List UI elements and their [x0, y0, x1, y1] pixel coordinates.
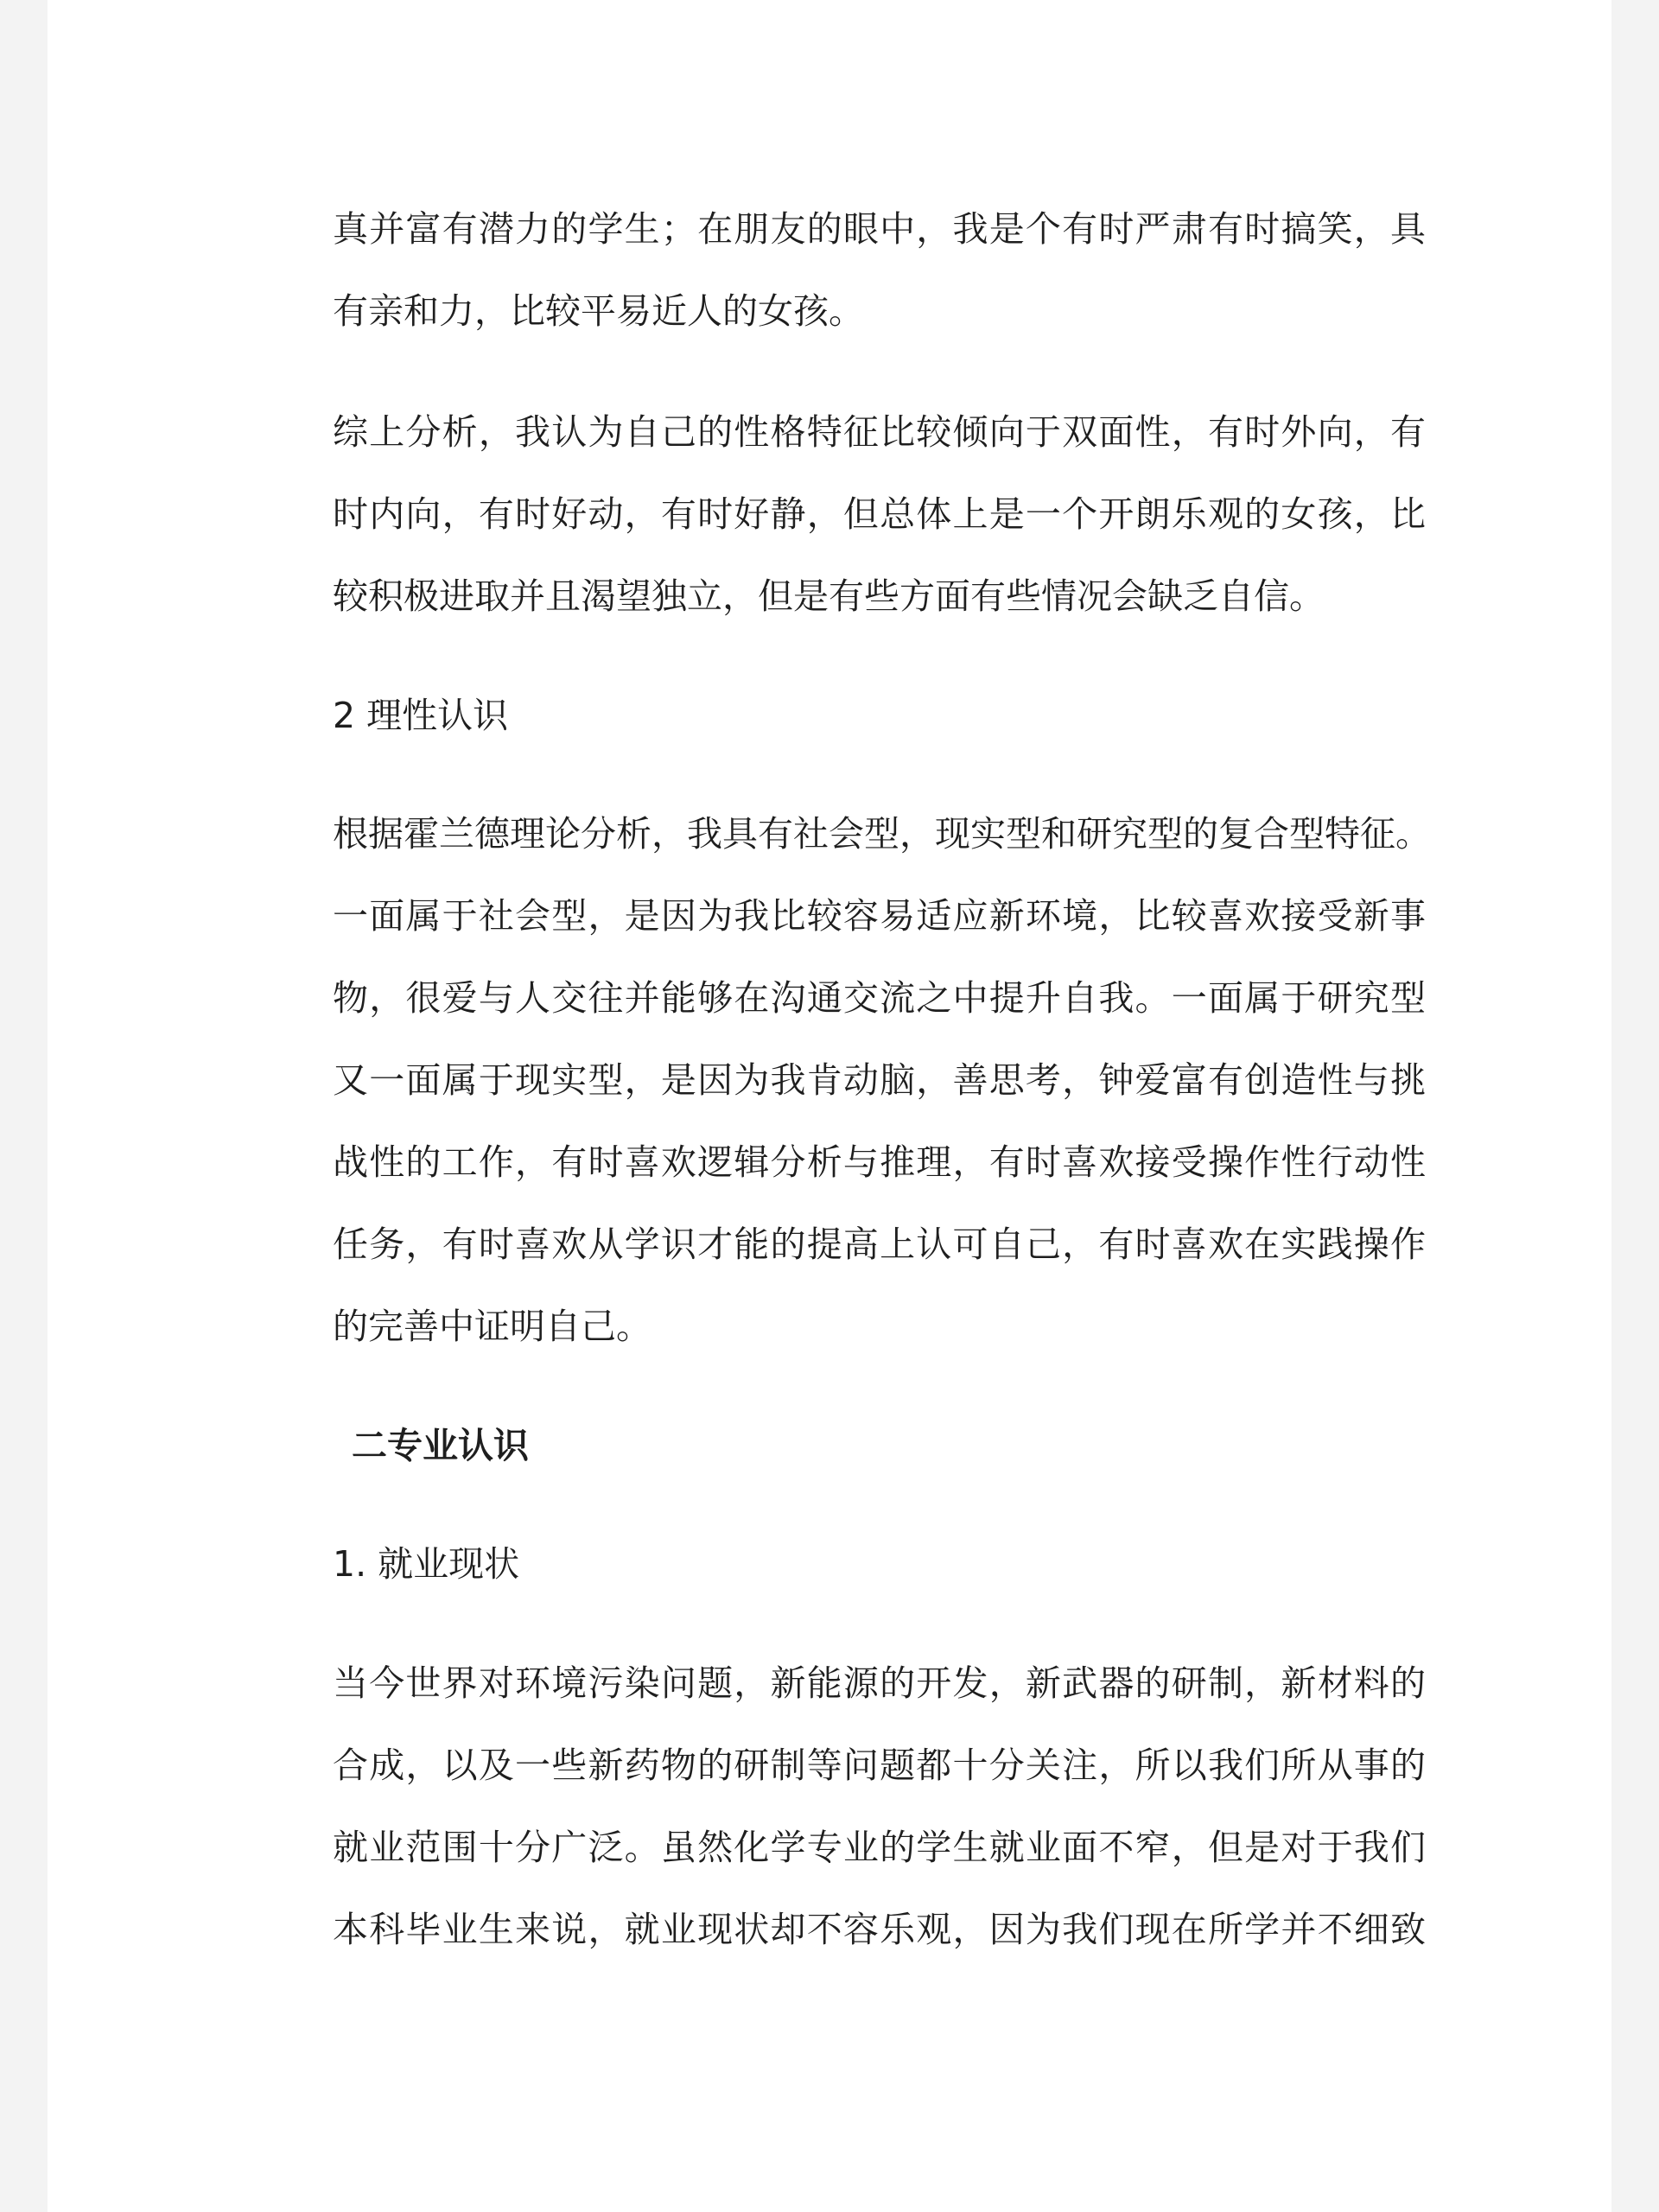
text-line: 本科毕业生来说，就业现状却不容乐观，因为我们现在所学并不细致	[333, 1909, 1426, 1950]
text-line: 根据霍兰德理论分析，我具有社会型，现实型和研究型的复合型特征。	[333, 813, 1431, 855]
text-line: 任务，有时喜欢从学识才能的提高上认可自己，有时喜欢在实践操作	[333, 1224, 1426, 1265]
text-line: 综上分析，我认为自己的性格特征比较倾向于双面性，有时外向，有	[333, 411, 1426, 453]
heading-employment-status: 1. 就业现状	[333, 1543, 520, 1585]
text-line: 物，很爱与人交往并能够在沟通交流之中提升自我。一面属于研究型	[333, 977, 1426, 1019]
text-line: 当今世界对环境污染问题，新能源的开发，新武器的研制，新材料的	[333, 1662, 1426, 1704]
text-line: 真并富有潜力的学生；在朋友的眼中，我是个有时严肃有时搞笑，具	[333, 208, 1426, 250]
document-page	[48, 0, 1611, 2212]
text-line: 就业范围十分广泛。虽然化学专业的学生就业面不窄，但是对于我们	[333, 1827, 1426, 1868]
text-line: 时内向，有时好动，有时好静，但总体上是一个开朗乐观的女孩，比	[333, 493, 1426, 535]
heading-rational-understanding: 2 理性认识	[333, 695, 509, 736]
text-line: 战性的工作，有时喜欢逻辑分析与推理，有时喜欢接受操作性行动性	[333, 1141, 1426, 1183]
text-line: 一面属于社会型，是因为我比较容易适应新环境，比较喜欢接受新事	[333, 895, 1426, 937]
text-line: 较积极进取并且渴望独立，但是有些方面有些情况会缺乏自信。	[333, 575, 1325, 617]
text-line: 合成，以及一些新药物的研制等问题都十分关注，所以我们所从事的	[333, 1745, 1426, 1786]
heading-major-understanding: 二专业认识	[352, 1425, 529, 1466]
text-line: 的完善中证明自己。	[333, 1306, 652, 1347]
text-line: 有亲和力，比较平易近人的女孩。	[333, 290, 864, 332]
text-line: 又一面属于现实型，是因为我肯动脑，善思考，钟爱富有创造性与挑	[333, 1059, 1426, 1101]
